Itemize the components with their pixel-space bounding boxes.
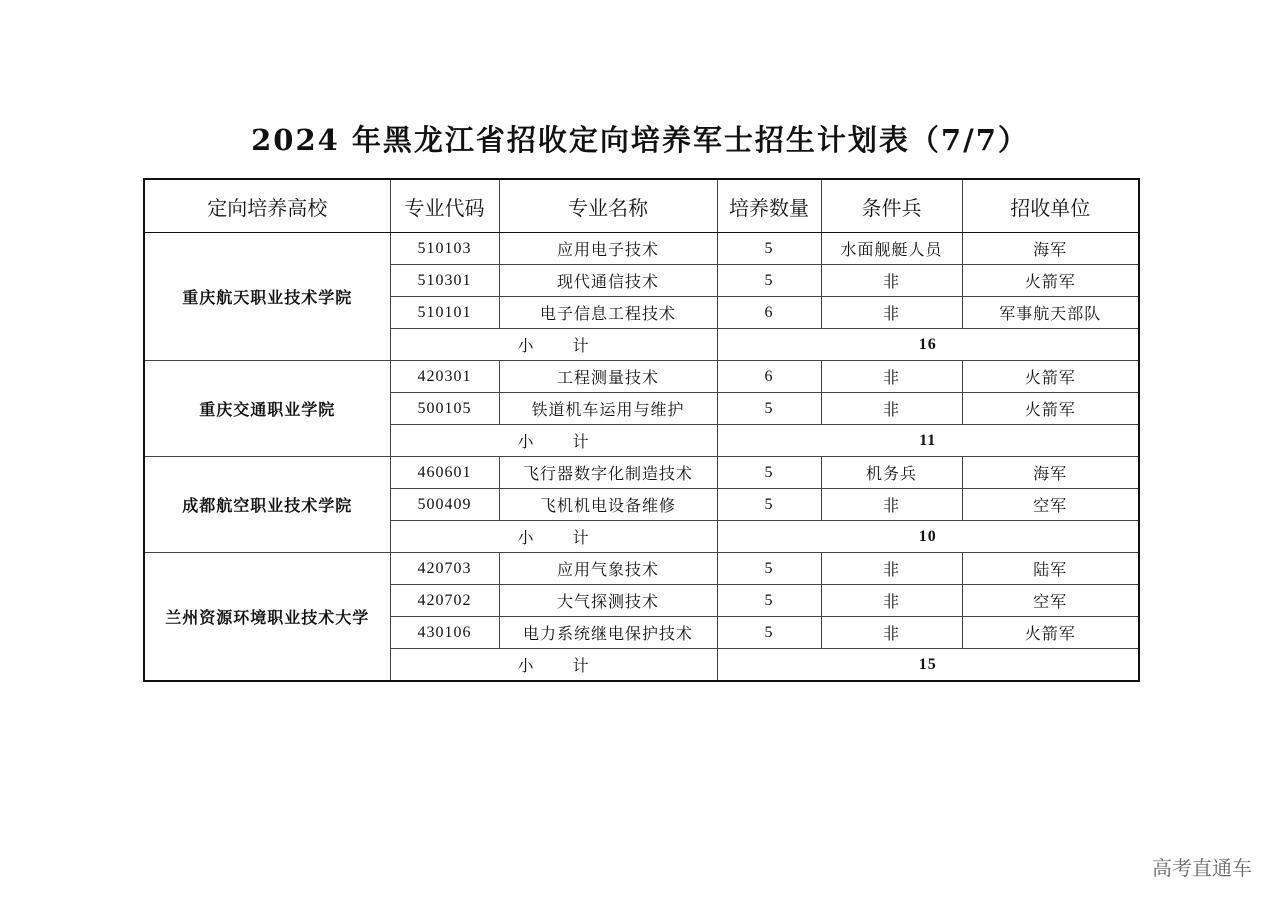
major-name: 应用电子技术 — [499, 233, 717, 265]
major-code: 510103 — [390, 233, 499, 265]
header-major-code: 专业代码 — [390, 179, 499, 233]
school-name: 成都航空职业技术学院 — [144, 457, 390, 553]
training-count: 5 — [717, 585, 821, 617]
recruiting-unit: 空军 — [962, 585, 1139, 617]
major-name: 工程测量技术 — [499, 361, 717, 393]
recruiting-unit: 火箭军 — [962, 393, 1139, 425]
recruiting-unit: 海军 — [962, 457, 1139, 489]
major-code: 420301 — [390, 361, 499, 393]
training-count: 5 — [717, 265, 821, 297]
recruiting-unit: 陆军 — [962, 553, 1139, 585]
major-code: 430106 — [390, 617, 499, 649]
school-name: 重庆交通职业学院 — [144, 361, 390, 457]
major-code: 510101 — [390, 297, 499, 329]
training-count: 5 — [717, 553, 821, 585]
recruiting-unit: 火箭军 — [962, 265, 1139, 297]
major-code: 510301 — [390, 265, 499, 297]
condition: 非 — [821, 553, 962, 585]
table-row — [144, 553, 1139, 585]
condition: 非 — [821, 393, 962, 425]
recruiting-unit: 军事航天部队 — [962, 297, 1139, 329]
subtotal-label: 小 计 — [390, 329, 717, 361]
training-count: 5 — [717, 457, 821, 489]
header-major-name: 专业名称 — [499, 179, 717, 233]
subtotal-value: 11 — [717, 425, 1139, 457]
training-count: 5 — [717, 617, 821, 649]
recruiting-unit: 空军 — [962, 489, 1139, 521]
major-name: 飞机机电设备维修 — [499, 489, 717, 521]
major-name: 飞行器数字化制造技术 — [499, 457, 717, 489]
page-title: 2024 年黑龙江省招收定向培养军士招生计划表（7/7） — [251, 123, 1029, 157]
major-name: 铁道机车运用与维护 — [499, 393, 717, 425]
training-count: 5 — [717, 233, 821, 265]
table-row — [144, 361, 1139, 393]
training-count: 5 — [717, 393, 821, 425]
subtotal-value: 10 — [717, 521, 1139, 553]
table-row — [144, 457, 1139, 489]
condition: 非 — [821, 297, 962, 329]
major-name: 电力系统继电保护技术 — [499, 617, 717, 649]
recruiting-unit: 火箭军 — [962, 361, 1139, 393]
subtotal-value: 16 — [717, 329, 1139, 361]
training-count: 6 — [717, 297, 821, 329]
condition: 非 — [821, 489, 962, 521]
training-count: 5 — [717, 489, 821, 521]
table-row — [144, 233, 1139, 265]
table-header-row — [144, 179, 1139, 233]
major-code: 500409 — [390, 489, 499, 521]
condition: 非 — [821, 265, 962, 297]
header-school: 定向培养高校 — [144, 179, 390, 233]
major-code: 500105 — [390, 393, 499, 425]
subtotal-label: 小 计 — [390, 521, 717, 553]
condition: 非 — [821, 617, 962, 649]
school-name: 重庆航天职业技术学院 — [144, 233, 390, 361]
subtotal-label: 小 计 — [390, 649, 717, 682]
major-code: 420702 — [390, 585, 499, 617]
watermark-text: 高考直通车 — [1152, 856, 1252, 880]
recruiting-unit: 火箭军 — [962, 617, 1139, 649]
major-name: 大气探测技术 — [499, 585, 717, 617]
subtotal-label: 小 计 — [390, 425, 717, 457]
enrollment-plan-table — [143, 178, 1140, 682]
header-condition: 条件兵 — [821, 179, 962, 233]
header-count: 培养数量 — [717, 179, 821, 233]
training-count: 6 — [717, 361, 821, 393]
condition: 水面舰艇人员 — [821, 233, 962, 265]
major-name: 电子信息工程技术 — [499, 297, 717, 329]
major-name: 现代通信技术 — [499, 265, 717, 297]
major-code: 460601 — [390, 457, 499, 489]
recruiting-unit: 海军 — [962, 233, 1139, 265]
header-unit: 招收单位 — [962, 179, 1139, 233]
condition: 非 — [821, 361, 962, 393]
condition: 非 — [821, 585, 962, 617]
major-code: 420703 — [390, 553, 499, 585]
school-name: 兰州资源环境职业技术大学 — [144, 553, 390, 682]
subtotal-value: 15 — [717, 649, 1139, 682]
major-name: 应用气象技术 — [499, 553, 717, 585]
condition: 机务兵 — [821, 457, 962, 489]
